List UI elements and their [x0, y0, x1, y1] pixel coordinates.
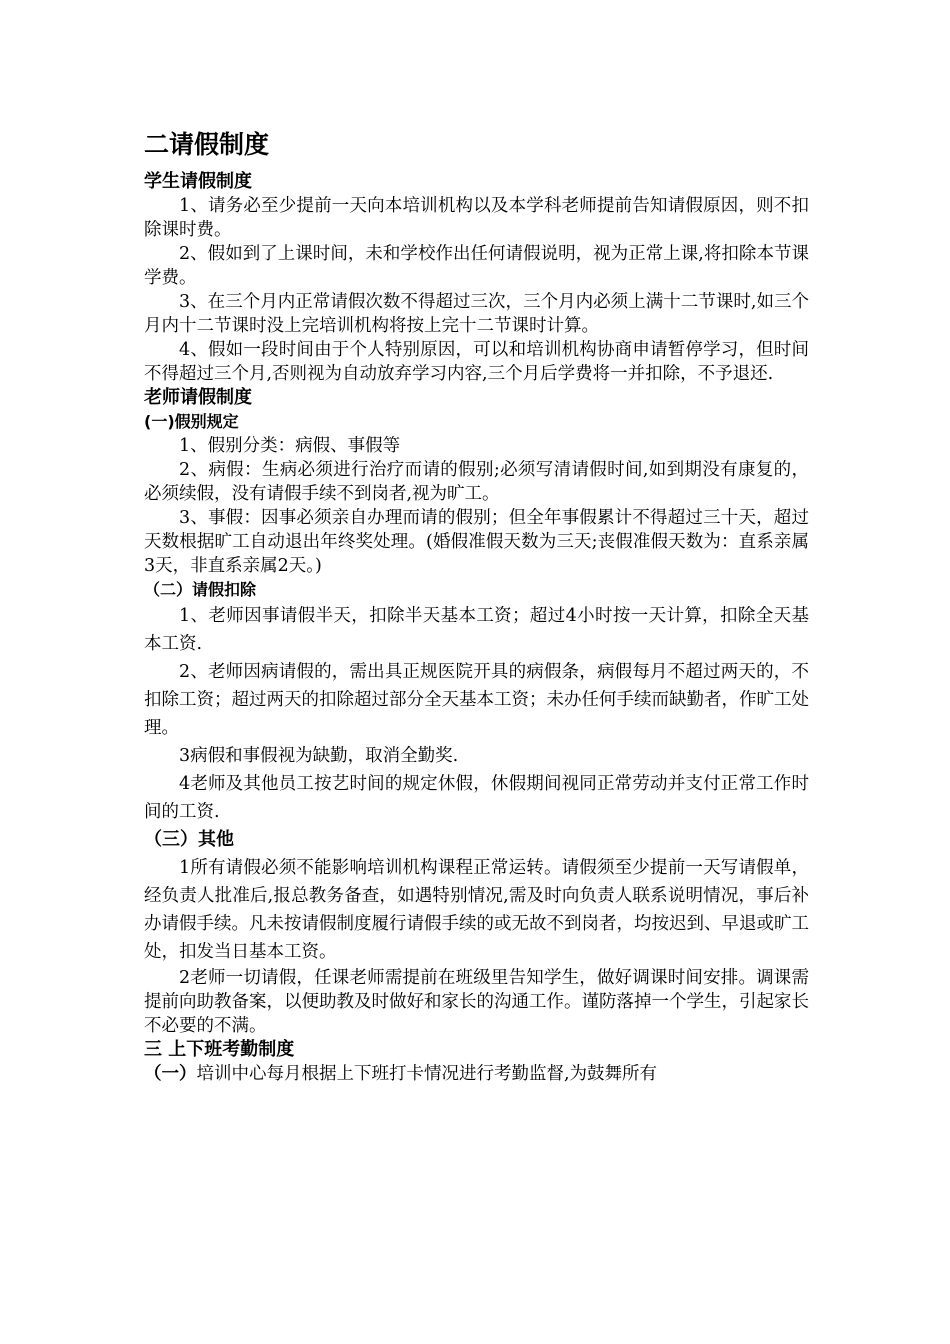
student-leave-item-4: 4、假如一段时间由于个人特别原因，可以和培训机构协商申请暂停学习，但时间不得超过三个月,否则视为自动放弃学习内容,三个月后学费将一并扣除，不予退还. [144, 340, 809, 384]
other-item-2: 2老师一切请假，任课老师需提前在班级里告知学生，做好调课时间安排。调课需提前向助教备案，以便助教及时做好和家长的沟通工作。谨防落掉一个学生，引起家长不必要的不满。 [144, 968, 809, 1036]
attendance-prefix: （一） [144, 1064, 197, 1084]
leave-types-item-3: 3、事假：因事必须亲自办理而请的假别；但全年事假累计不得超过三十天，超过天数根据旷工自动退出年终奖处理。(婚假准假天数为三天;丧假准假天数为：直系亲属3天，非直系亲属2天。) [144, 508, 809, 576]
other-heading: （三）其他 [144, 829, 234, 850]
leave-deduction-item-2: 2、老师因病请假的，需出具正规医院开具的病假条，病假每月不超过两天的，不扣除工资；超过两天的扣除超过部分全天基本工资；未办任何手续而缺勤者，作旷工处理。 [144, 662, 809, 738]
student-leave-item-3: 3、在三个月内正常请假次数不得超过三次，三个月内必须上满十二节课时,如三个月内十二节课时没上完培训机构将按上完十二节课时计算。 [144, 292, 809, 336]
teacher-leave-heading: 老师请假制度 [144, 387, 252, 408]
document-title: 二请假制度 [144, 130, 270, 159]
document-page [144, 128, 809, 1086]
leave-deduction-item-4: 4老师及其他员工按艺时间的规定休假，休假期间视同正常劳动并支付正常工作时间的工资. [144, 774, 809, 822]
leave-types-item-1: 1、假别分类：病假、事假等 [179, 436, 401, 456]
student-leave-heading: 学生请假制度 [144, 171, 252, 192]
attendance-text: 培训中心每月根据上下班打卡情况进行考勤监督,为鼓舞所有 [196, 1064, 658, 1084]
attendance-heading: 三 上下班考勤制度 [144, 1039, 295, 1060]
leave-deduction-heading: （二）请假扣除 [144, 580, 257, 599]
leave-deduction-item-3: 3病假和事假视为缺勤，取消全勤奖. [179, 746, 459, 766]
attendance-paragraph [144, 1062, 809, 1086]
leave-deduction-item-1: 1、老师因事请假半天，扣除半天基本工资；超过4小时按一天计算，扣除全天基本工资. [144, 606, 809, 654]
other-item-1: 1所有请假必须不能影响培训机构课程正常运转。请假须至少提前一天写请假单，经负责人批准后,报总教务备查，如遇特别情况,需及时向负责人联系说明情况，事后补办请假手续。凡未按请假制度履行请假手续的或无故不到岗者，均按迟到、早退或旷工处，扣发当日基本工资。 [144, 858, 809, 962]
student-leave-item-1: 1、请务必至少提前一天向本培训机构以及本学科老师提前告知请假原因，则不扣除课时费。 [144, 196, 809, 240]
student-leave-item-2: 2、假如到了上课时间，未和学校作出任何请假说明，视为正常上课,将扣除本节课学费。 [144, 244, 809, 288]
leave-types-item-2: 2、病假：生病必须进行治疗而请的假别;必须写清请假时间,如到期没有康复的，必须续假，没有请假手续不到岗者,视为旷工。 [144, 460, 809, 504]
leave-types-heading: (一)假别规定 [144, 412, 239, 431]
